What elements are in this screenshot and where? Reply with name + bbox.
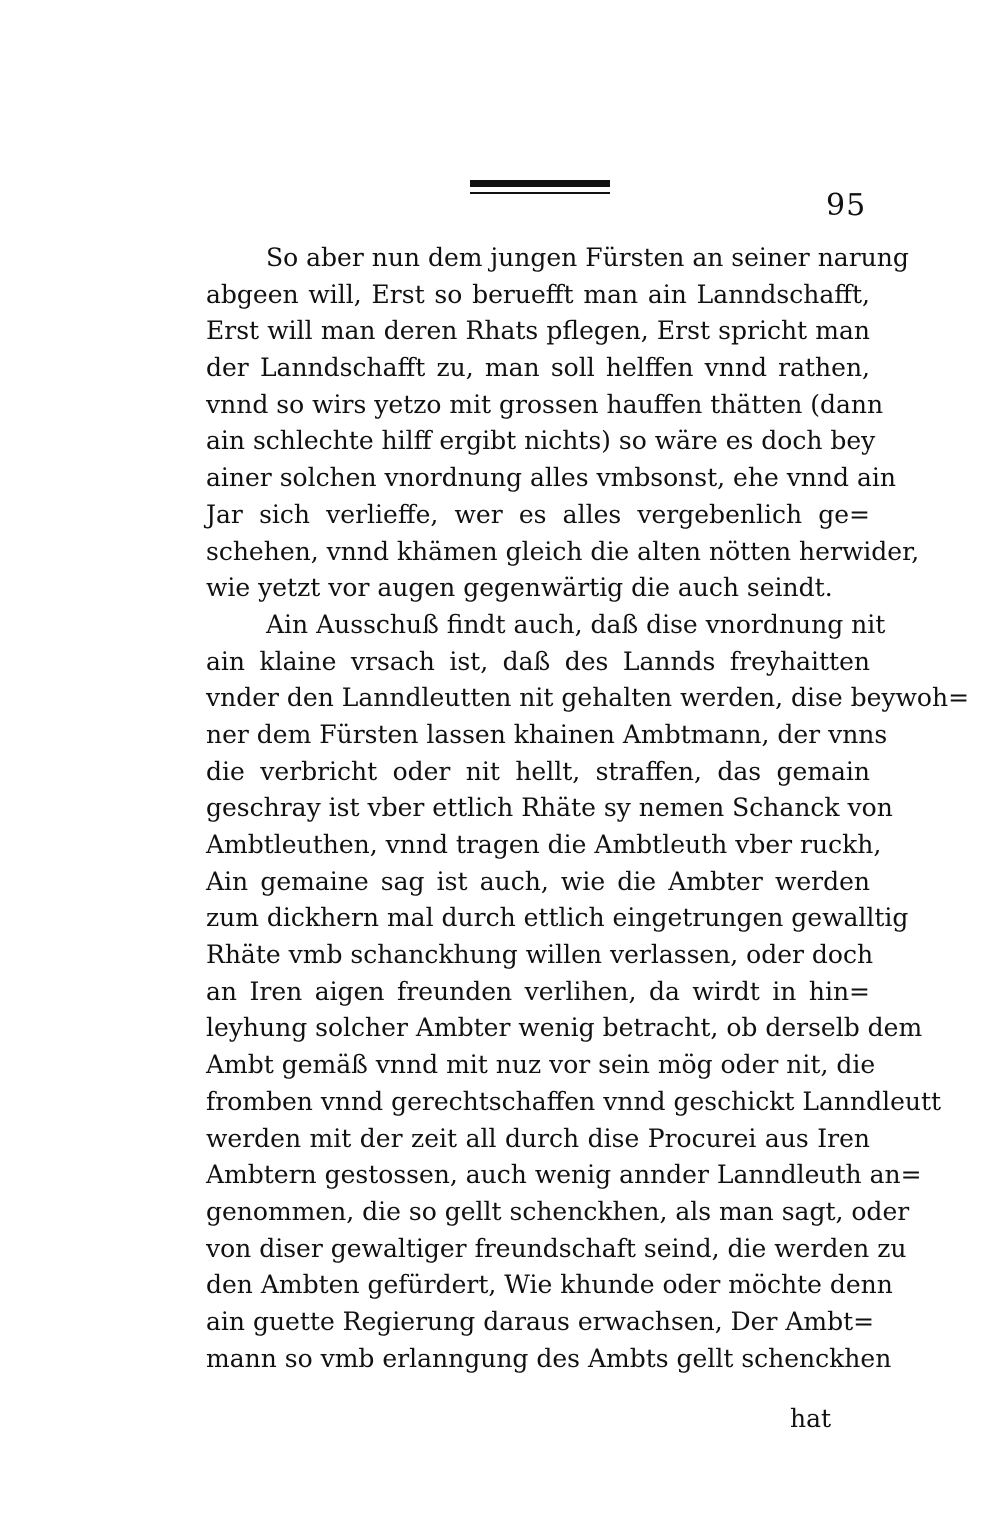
header-rule <box>470 180 610 194</box>
text-line: mann so vmb erlanngung des Ambts gellt schenckhen <box>206 1343 892 1373</box>
text-line: an Iren aigen freunden verlihen, da wirdt in hin= <box>206 976 870 1006</box>
page-number: 95 <box>826 188 867 223</box>
text-line: So aber nun dem jungen Fürsten an seiner narung <box>266 243 909 272</box>
text-line: wie yetzt vor augen gegenwärtig die auch seindt. <box>206 573 833 603</box>
text-line: Ambtleuthen, vnnd tragen die Ambtleuth vber ruckh, <box>206 830 882 859</box>
text-line: ainer solchen vnordnung alles vmbsonst, ehe vnnd ain <box>206 463 896 493</box>
text-line: ner dem Fürsten lassen khainen Ambtmann, der vnns <box>206 719 888 749</box>
text-line: leyhung solcher Ambter wenig betracht, ob derselb dem <box>206 1013 923 1043</box>
text-line: ain schlechte hilff ergibt nichts) so wäre es doch bey <box>206 426 876 456</box>
text-line: werden mit der zeit all durch dise Procurei aus Iren <box>206 1123 870 1153</box>
text-line: der Lanndschafft zu, man soll helffen vnnd rathen, <box>206 353 870 383</box>
body-text <box>206 240 970 1377</box>
text-line: ain guette Regierung daraus erwachsen, Der Ambt= <box>206 1306 875 1336</box>
text-line: Erst will man deren Rhats pflegen, Erst spricht man <box>206 316 870 346</box>
header-rule-thick <box>470 180 610 187</box>
text-line: zum dickhern mal durch ettlich eingetrungen gewalltig <box>206 903 909 933</box>
text-line: vnder den Lanndleutten nit gehalten werden, dise beywoh= <box>206 683 970 713</box>
text-line: ain klaine vrsach ist, daß des Lannds freyhaitten <box>206 646 870 676</box>
text-line: den Ambten gefürdert, Wie khunde oder möchte denn <box>206 1270 893 1300</box>
text-line: fromben vnnd gerechtschaffen vnnd geschickt Lanndleutt <box>206 1086 942 1116</box>
text-line: Ain gemaine sag ist auch, wie die Ambter werden <box>206 866 870 896</box>
text-line: vnnd so wirs yetzo mit grossen hauffen thätten (dann <box>206 389 884 419</box>
text-line: Rhäte vmb schanckhung willen verlassen, oder doch <box>206 940 874 970</box>
paragraph <box>206 607 970 1377</box>
text-line: Jar sich verlieffe, wer es alles vergebenlich ge= <box>206 499 870 529</box>
catchword: hat <box>790 1404 832 1433</box>
text-line: genommen, die so gellt schenckhen, als man sagt, oder <box>206 1196 910 1226</box>
text-line: von diser gewaltiger freundschaft seind, die werden zu <box>206 1233 907 1263</box>
text-line: Ambt gemäß vnnd mit nuz vor sein mög oder nit, die <box>206 1050 876 1080</box>
text-line: die verbricht oder nit hellt, straffen, das gemain <box>206 756 870 786</box>
text-line: geschray ist vber ettlich Rhäte sy nemen Schanck von <box>206 793 893 823</box>
text-line: Ambtern gestossen, auch wenig annder Lanndleuth an= <box>206 1160 922 1190</box>
paragraph <box>206 240 920 607</box>
text-line: abgeen will, Erst so beruefft man ain Lanndschafft, <box>206 279 870 309</box>
header-rule-thin <box>470 192 610 194</box>
text-line: Ain Ausschuß findt auch, daß dise vnordnung nit <box>266 609 886 639</box>
text-line: schehen, vnnd khämen gleich die alten nötten herwider, <box>206 536 920 566</box>
